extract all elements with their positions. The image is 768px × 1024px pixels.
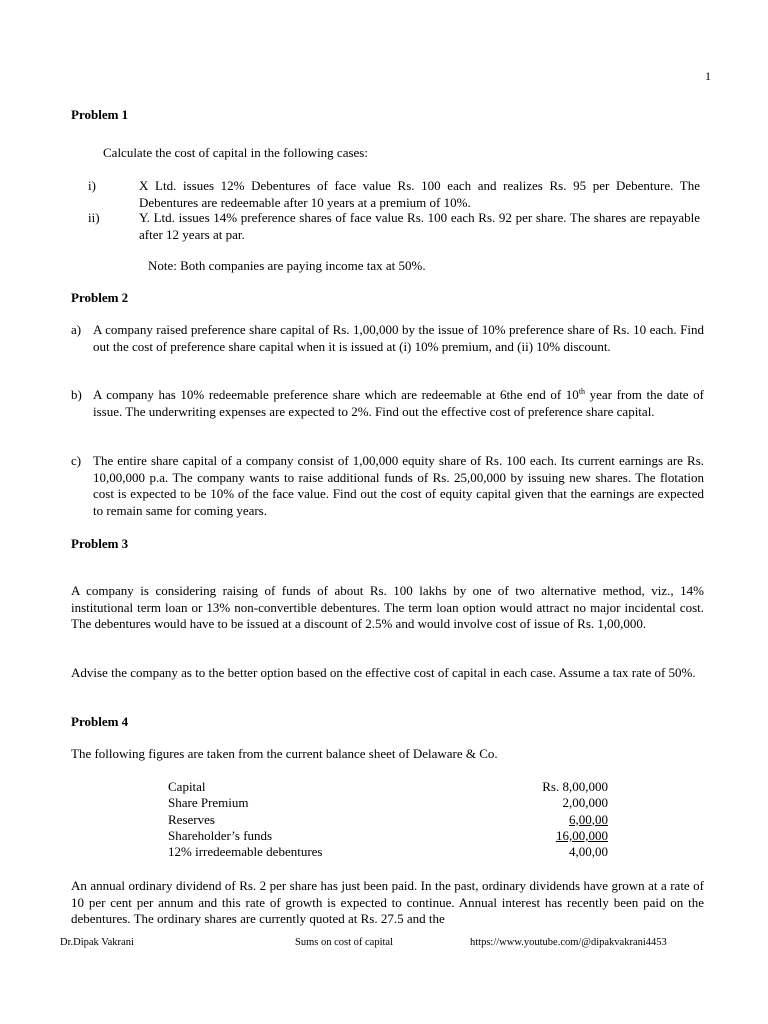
table-row (168, 828, 608, 844)
row-amount: 2,00,000 (562, 795, 608, 811)
row-label: Reserves (168, 811, 215, 827)
table-row (168, 795, 608, 811)
text-part: year from the date of issue. The underwriting expenses are expected to 2%. Find out the effective cost of preference share capital. (93, 387, 704, 419)
problem-3-paragraph-2: Advise the company as to the better option based on the effective cost of capital in each case. Assume a tax rate of 50%. (71, 665, 696, 680)
row-label: Capital (168, 779, 206, 794)
list-marker: b) (71, 387, 82, 402)
problem-1-note: Note: Both companies are paying income tax at 50%. (148, 258, 426, 273)
problem-3-paragraph-1: A company is considering raising of funds of about Rs. 100 lakhs by one of two alternative method, viz., 14% institutional term loan or 13% non-convertible debentures. The term loan option would attract no major incidental cost. The debentures would have to be issued at a discount of 2.5% and would involve cost of issue of Rs. 1,00,000. (71, 583, 704, 631)
row-amount: 6,00,00 (569, 811, 608, 827)
table-row (168, 812, 608, 828)
row-label: Share Premium (168, 795, 249, 811)
problem-1-intro: Calculate the cost of capital in the following cases: (103, 145, 368, 160)
list-marker: ii) (88, 210, 100, 225)
text-part: A company has 10% redeemable preference share which are redeemable at 6the end of 10 (93, 387, 579, 402)
list-marker: i) (88, 178, 96, 193)
row-amount: Rs. 8,00,000 (542, 779, 608, 794)
problem-1-item-i (71, 178, 704, 212)
footer-title: Sums on cost of capital (295, 937, 393, 948)
list-marker: a) (71, 322, 82, 337)
footer-author: Dr.Dipak Vakrani (60, 937, 134, 948)
problem-3-heading: Problem 3 (71, 536, 129, 551)
table-row (168, 779, 608, 795)
table-row (168, 844, 608, 860)
problem-2-item-a (71, 322, 704, 372)
problem-1-heading: Problem 1 (71, 107, 129, 122)
problem-2-heading: Problem 2 (71, 290, 129, 305)
footer-url[interactable]: https://www.youtube.com/@dipakvakrani4453 (470, 937, 667, 948)
problem-2-item-b (71, 387, 704, 437)
page-number: 1 (705, 69, 711, 83)
row-label: Shareholder’s funds (168, 827, 273, 843)
row-label: 12% irredeemable debentures (168, 844, 323, 860)
problem-4-heading: Problem 4 (71, 714, 129, 729)
list-marker: c) (71, 453, 82, 468)
row-amount: 4,00,00 (569, 844, 608, 860)
balance-sheet-table (168, 779, 608, 860)
list-item-text: Y. Ltd. issues 14% preference shares of face value Rs. 100 each Rs. 92 per share. The shares are repayable after 12 years at par. (139, 210, 700, 242)
problem-2-item-c (71, 453, 704, 519)
list-item-text (93, 387, 704, 420)
problem-4-paragraph: An annual ordinary dividend of Rs. 2 per share has just been paid. In the past, ordinary dividends have grown at a rate of 10 per cent per annum and this rate of growth is expected to continue. Annual interest has recently been paid on the debentures. The ordinary shares are currently quoted at Rs. 27.5 and the (71, 878, 704, 926)
problem-1-item-ii (71, 210, 704, 244)
list-item-text: A company raised preference share capital of Rs. 1,00,000 by the issue of 10% preference share of Rs. 10 each. Find out the cost of preference share capital when it is issued at (i) 10% premium, and (ii) 10% discount. (93, 322, 704, 354)
row-amount: 16,00,000 (556, 827, 608, 843)
problem-4-intro: The following figures are taken from the current balance sheet of Delaware & Co. (71, 746, 498, 761)
list-item-text: The entire share capital of a company consist of 1,00,000 equity share of Rs. 100 each. Its current earnings are Rs. 10,00,000 p.a. The company wants to raise additional funds of Rs. 25,00,000 by issuing new shares. The flotation cost is expected to be 10% of the face value. Find out the cost of equity capital given that the earnings are expected to remain same for coming years. (93, 453, 704, 518)
superscript: th (578, 387, 586, 396)
list-item-text: X Ltd. issues 12% Debentures of face value Rs. 100 each and realizes Rs. 95 per Debenture. The Debentures are redeemable after 10 years at a premium of 10%. (139, 178, 700, 210)
